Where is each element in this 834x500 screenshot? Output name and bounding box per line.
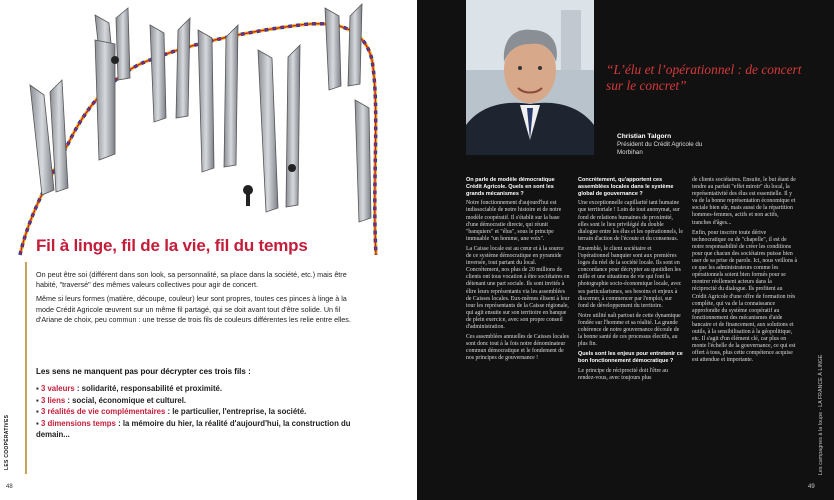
- portrait-photo: [466, 0, 594, 155]
- interview-answer: Notre fonctionnement d'aujourd'hui est indissociable de notre histoire et de notre modèle coopératif. Il s'établit sur la base d'une démocratie directe, qui réunit "banquiers" et "élus", sous le principe immuable "un homme, une voix".: [466, 200, 562, 242]
- list-item: ▪ 3 valeurs : solidarité, responsabilité et proximité.: [36, 384, 223, 393]
- pull-quote: “L’élu et l’opérationnel : de concert sur le concret”: [606, 62, 802, 93]
- running-title-left: LES COOPÉRATIVES: [4, 414, 10, 470]
- meanings-list: [36, 383, 366, 441]
- interview-question: On parle de modèle démocratique Crédit Agricole. Quels en sont les grands mécanismes ?: [466, 177, 555, 197]
- list-title: Les sens ne manquent pas pour décrypter ces trois fils :: [36, 367, 251, 376]
- article-column-1: [466, 177, 570, 365]
- intro-paragraph: Même si leurs formes (matière, découpe, couleur) leur sont propres, toutes ces pinces à linge à la mode Crédit Agricole œuvrent sur un même fil partagé, qui se doit avant tout d'être solide. Un fil d'Ariane de choix, peu commun : une tresse de trois fils de couleurs différentes les relie entre elles.: [36, 294, 351, 324]
- list-item: ▪ 3 liens : social, économique et culturel.: [36, 395, 187, 405]
- author-block: [617, 133, 709, 157]
- interview-answer: Le principe de réciprocité doit l'être au rendez-vous, avec toujours plus: [578, 367, 668, 381]
- article-column-3: [692, 177, 798, 367]
- article-column-2: [578, 177, 684, 385]
- page-headline: Fil à linge, fil de la vie, fil du temps: [36, 236, 308, 255]
- clothespin-illustration: [0, 0, 417, 262]
- interview-answer: La Caisse locale est au cœur et à la source de ce système démocratique en pyramide inversée, tout partant du local. Concrètement, nos plus de 20 millions de clients ont tous vocation à être sociétaires en détenant une part sociale. Ils sont invités à élire leurs représentants via les assemblées de Caisses locales. Eux-mêmes élisent à leur tour les représentants de la Caisse régionale, qui agit ensuite sur son territoire en banque de plein exercice, avec son propre conseil d'administration.: [466, 245, 570, 330]
- interview-answer: Enfin, pour inscrire toute dérive technocratique ou de "chapelle", il est de notre responsabilité de créer les conditions pour que chacun des sociétaires puisse bien user de sa prise de parole. Ici, nous veillons à ce que les administrateurs comme les opérationnels soient bien formés pour se montrer réellement acteurs dans la réciprocité du dialogue. Ils profitent au Crédit Agricole d'une offre de formation très complète, qui va de la connaissance approfondie du système coopératif au fonctionnement des mécanismes d'aide bancaire et de financement, aux solutions et outils, à la sensibilisation à la géopolitique, etc. Il s'agit d'un élément clé, car plus on monte l'échelle de la gouvernance, ce qui est offert à tous, plus cette compétence acquise est attendue et importante.: [692, 229, 798, 364]
- list-item: ▪ 3 réalités de vie complémentaires : le particulier, l'entreprise, la société.: [36, 407, 307, 416]
- interview-answer: Une exceptionnelle capillarité tant humaine que territoriale ! Loin de tout anonymat, sur fond de relations humaines de proximité, elles sont le lieu privilégié du double dialogue entre les élus et les opérationnels, le terrain d'action de l'écoute et du consensus.: [578, 200, 683, 242]
- author-role: Président du Crédit Agricole du Morbihan: [617, 141, 703, 156]
- interview-question: Concrètement, qu'apportent ces assemblées locales dans le système global de gouvernance ?: [578, 177, 674, 197]
- list-item: ▪ 3 dimensions temps : la mémoire du hier, la réalité d'aujourd'hui, la construction du demain...: [36, 418, 351, 439]
- page-number-right: 49: [808, 484, 815, 490]
- interview-answer: Notre utilité naît partout de cette dynamique fondée sur l'homme et sa réalité. La grande cohérence de notre gouvernance découle de la bonne santé de ces processus électifs, au plus fin.: [578, 312, 681, 348]
- interview-question: Quels sont les enjeux pour entretenir ce bon fonctionnement démocratique ?: [578, 351, 683, 365]
- intro-text: [36, 270, 364, 329]
- interview-answer: Ensemble, le client sociétaire et l'opérationnel banquier sont aux premières loges du réel de la société locale. Ils sont en concordance pour décrypter au quotidien les mille et une situations de vie qui font la photographie socio-économique locale, avec ses particularismes, ses besoins et enjeux à discerner, à commencer par l'emploi, sur fond de développement du territoire.: [578, 245, 682, 309]
- interview-answer: Ces assemblées annuelles de Caisses locales sont donc tout à la fois notre dénominateur commun démocratique et le fondement de nos principes de gouvernance !: [466, 334, 569, 362]
- running-title-right: Les campagnes à la loupe - LA FRANCE À LINGE: [818, 354, 824, 475]
- author-name: Christian Talgorn: [617, 133, 672, 140]
- page-number-left: 48: [6, 484, 13, 490]
- intro-paragraph: On peut être soi (différent dans son look, sa personnalité, sa place dans la société, etc.) mais être habité, "traversé" des mêmes valeurs collectives pour agir de concert.: [36, 270, 347, 290]
- interview-answer: de clients sociétaires. Ensuite, le but étant de tendre au parfait "effet miroir" du local, la représentativité des élus est essentielle. Il y va de la bonne représentation économique et sociale bien sûr, mais aussi de la répartition hommes-femmes, actifs et non actifs, tranches d'âges...: [692, 177, 796, 226]
